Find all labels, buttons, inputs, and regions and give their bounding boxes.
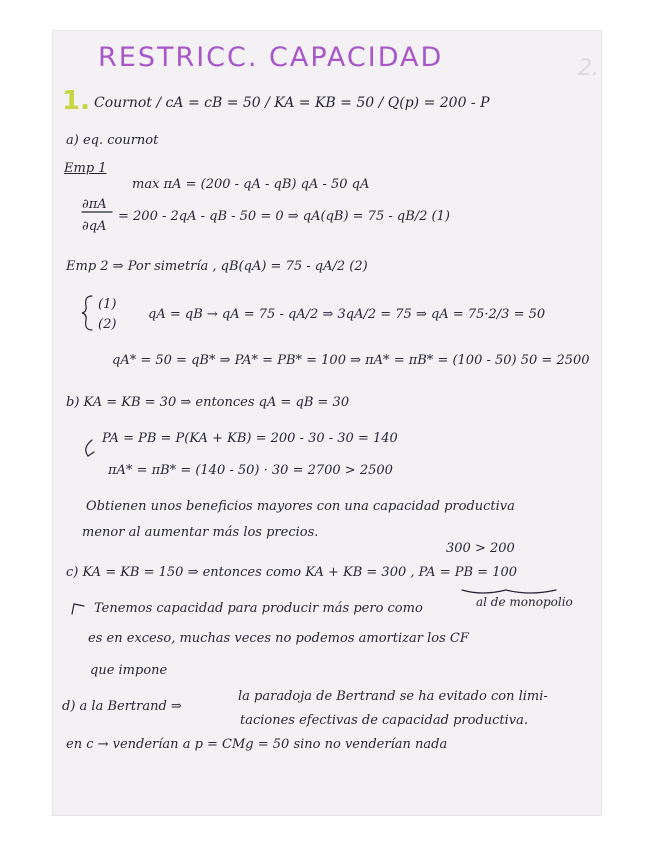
part-a-label: a) eq. cournot	[66, 133, 159, 148]
part-c-text-1: Tenemos capacidad para producir más pero como	[94, 601, 423, 616]
part-c-text-3: que impone	[90, 663, 168, 678]
emp2-line: Emp 2 ⇒ Por simetría , qB(qA) = 75 - qA/2 (2)	[66, 259, 368, 274]
derivative-denominator: ∂qA	[82, 219, 107, 234]
part-d-text-1: la paradoja de Bertrand se ha evitado con limi-	[238, 689, 548, 704]
system-brace	[82, 296, 92, 330]
part-b-price: PA = PB = P(KA + KB) = 200 - 30 - 30 = 140	[102, 431, 398, 446]
solve-line: qA = qB → qA = 75 - qA/2 ⇒ 3qA/2 = 75 ⇒ qA = 75·2/3 = 50	[148, 307, 546, 322]
bleed-through-number: 2.	[578, 56, 599, 81]
part-c-text-2: es en exceso, muchas veces no podemos amortizar los CF	[88, 631, 469, 646]
derivative-numerator: ∂πA	[82, 197, 107, 212]
result-a-line: qA* = 50 = qB* ⇒ PA* = PB* = 100 ⇒ πA* = πB* = (100 - 50) 50 = 2500	[112, 353, 590, 368]
part-d-text-3: en c → venderían a p = CMg = 50 sino no venderían nada	[66, 737, 448, 752]
page-title: RESTRICC. CAPACIDAD	[98, 42, 444, 73]
underbrace-monopoly	[462, 590, 556, 593]
part-c-monopoly-note: al de monopolio	[476, 595, 573, 609]
inequality-note: 300 > 200	[446, 541, 515, 556]
system-eq1: (1)	[98, 297, 117, 312]
part-b-line: b) KA = KB = 30 ⇒ entonces qA = qB = 30	[66, 395, 350, 410]
part-b-text-2: menor al aumentar más los precios.	[82, 525, 319, 540]
emp1-objective: max πA = (200 - qA - qB) qA - 50 qA	[132, 177, 370, 192]
emp1-label: Emp 1	[64, 161, 107, 176]
system-eq2: (2)	[98, 317, 117, 332]
part-c-line: c) KA = KB = 150 ⇒ entonces como KA + KB = 300 , PA = PB = 100	[66, 565, 518, 580]
section-number: 1.	[62, 86, 90, 116]
connector-curl	[86, 440, 94, 456]
part-d-label: d) a la Bertrand ⇒	[62, 699, 182, 714]
part-b-text-1: Obtienen unos beneficios mayores con una capacidad productiva	[86, 499, 515, 514]
curly-bracket-c	[72, 604, 84, 614]
setup-line: Cournot / cA = cB = 50 / KA = KB = 50 / Q(p) = 200 - P	[94, 95, 490, 111]
part-b-profit: πA* = πB* = (140 - 50) · 30 = 2700 > 2500	[108, 463, 393, 478]
first-order-condition: = 200 - 2qA - qB - 50 = 0 ⇒ qA(qB) = 75 - qB/2 (1)	[118, 209, 450, 224]
part-d-text-2: taciones efectivas de capacidad productiva.	[240, 713, 529, 728]
